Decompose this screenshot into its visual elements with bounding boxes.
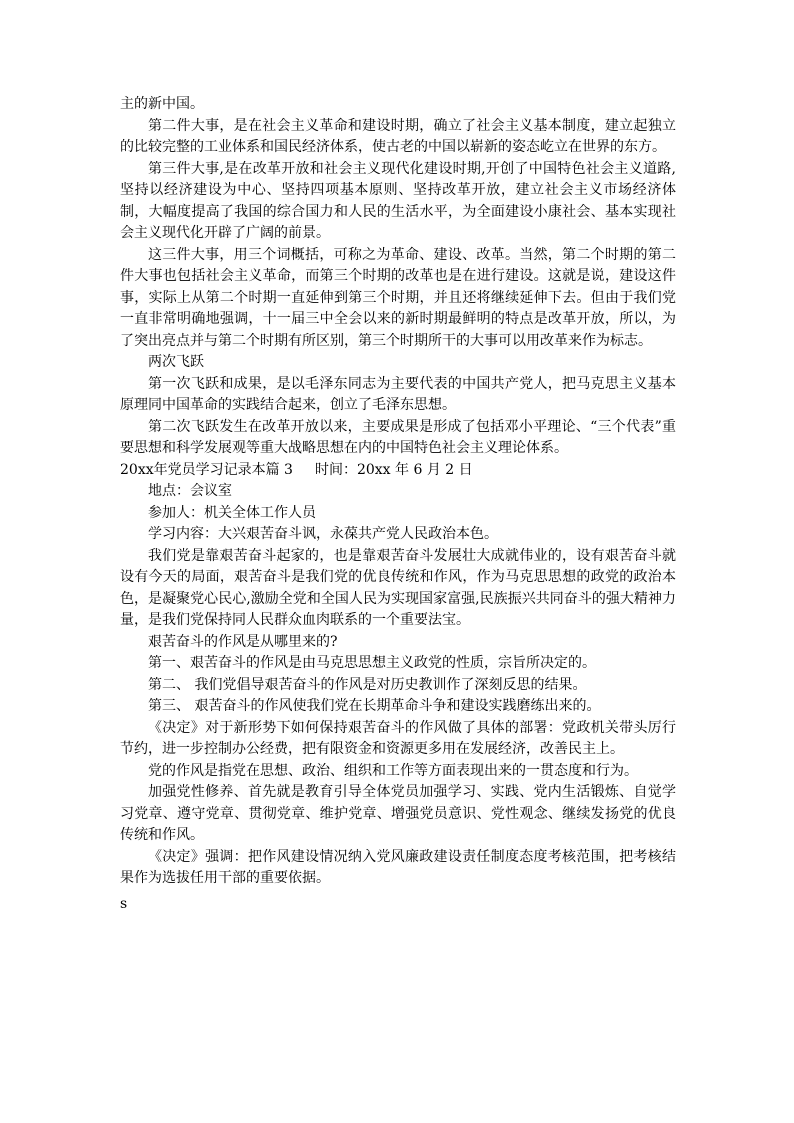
paragraph: 第三件大事,是在改革开放和社会主义现代化建设时期,开创了中国特色社会主义道路,坚持以经济建设为中心、坚持四项基本原则、坚持改革开放，建立社会主义市场经济体制，大幅度提高了我国的综合国力和人民的生活水平，为全面建设小康社会、基本实现社会主义现代化开辟了广阔的前景。: [120, 160, 676, 241]
paragraph: 艰苦奋斗的作风是从哪里来的?: [148, 633, 338, 650]
paragraph: 我们党是靠艰苦奋斗起家的，也是靠艰苦奋斗发展壮大成就伟业的，设有艰苦奋斗就设有今天的局面，艰苦奋斗是我们党的优良传统和作风，作为马克思思想的政党的政治本色，是凝聚党心民心,激励全党和全国人民为实现国家富强,民族振兴共同奋斗的强大精神力量，是我们党保持同人民群众血肉联系的一个重要法宝。: [120, 547, 676, 628]
paragraph: 第一次飞跃和成果，是以毛泽东同志为主要代表的中国共产党人，把马克思主义基本原理同中国革命的实践结合起来，创立了毛泽东思想。: [120, 375, 676, 413]
document-body-part1: [120, 94, 676, 460]
record-title: 20xx年党员学习记录本篇 3: [120, 461, 293, 478]
paragraph: 学习内容：大兴艰苦奋斗讽，永葆共产党人民政治本色。: [148, 526, 498, 542]
paragraph: 这三件大事，用三个词概括，可称之为革命、建设、改革。当然，第二个时期的第二件大事也包括社会主义革命，而第三个时期的改革也是在进行建设。这就是说，建设这件事，实际上从第二个时期一直延伸到第三个时期，并且还将继续延伸下去。但由于我们党一直非常明确地强调，十一届三中全会以来的新时期最鲜明的特点是改革开放，所以，为了突出亮点并与第二个时期有所区别，第三个时期所干的大事可以用改革来作为标志。: [120, 246, 676, 349]
paragraph: 《决定》对于新形势下如何保持艰苦奋斗的作风做了具体的部署：党政机关带头厉行节约，进一步控制办公经费，把有限资金和资源更多用在发展经济，改善民主上。: [120, 719, 676, 757]
paragraph: 党的作风是指党在思想、政治、组织和工作等方面表现出来的一贯态度和行为。: [148, 762, 638, 779]
paragraph: 《决定》强调：把作风建设情况纳入党风廉政建设责任制度态度考核范围，把考核结果作为选拔任用干部的重要依据。: [120, 848, 676, 886]
paragraph: 第二次飞跃发生在改革开放以来，主要成果是形成了包括邓小平理论、“三个代表”重要思想和科学发展观等重大战略思想在内的中国特色社会主义理论体系。: [120, 418, 676, 456]
paragraph: 两次飞跃: [148, 354, 204, 370]
record-time: 时间：20xx 年 6 月 2 日: [314, 461, 473, 478]
paragraph: 第三、 艰苦奋斗的作风使我们党在长期革命斗争和建设实践磨练出来的。: [148, 698, 601, 714]
document-page: [120, 94, 676, 915]
paragraph: 第一、艰苦奋斗的作风是由马克思思想主义政党的性质，宗旨所决定的。: [148, 655, 596, 671]
paragraph: 主的新中国。: [120, 96, 204, 112]
paragraph: 第二、 我们党倡导艰苦奋斗的作风是对历史教训作了深刻反思的结果。: [148, 676, 587, 693]
paragraph: 地点：会议室: [148, 483, 232, 499]
record-header: [120, 460, 676, 482]
document-body-part2: [120, 481, 676, 890]
stray-mark: s: [120, 895, 128, 912]
paragraph: 参加人：机关全体工作人员: [148, 504, 316, 521]
paragraph: 第二件大事，是在社会主义革命和建设时期，确立了社会主义基本制度，建立起独立的比较完整的工业体系和国民经济体系，使古老的中国以崭新的姿态屹立在世界的东方。: [120, 117, 676, 155]
paragraph: 加强党性修养、首先就是教育引导全体党员加强学习、实践、党内生活锻炼、自觉学习党章、遵守党章、贯彻党章、维护党章、增强党员意识、党性观念、继续发扬党的优良传统和作风。: [120, 784, 676, 843]
